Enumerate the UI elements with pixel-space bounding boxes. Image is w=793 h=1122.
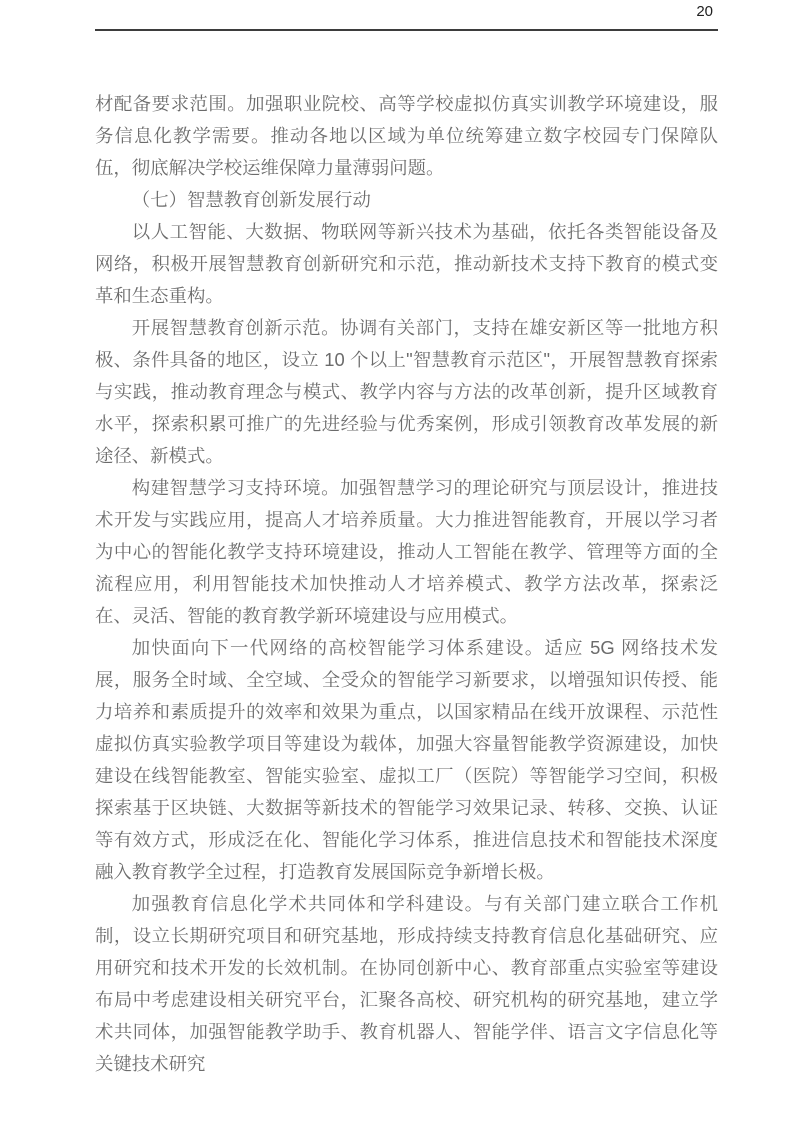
paragraph: 材配备要求范围。加强职业院校、高等学校虚拟仿真实训教学环境建设，服务信息化教学需要。推动各地以区域为单位统筹建立数字校园专门保障队伍，彻底解决学校运维保障力量薄弱问题。 (95, 93, 718, 178)
body-text (95, 88, 718, 1080)
paragraph: 构建智慧学习支持环境。加强智慧学习的理论研究与顶层设计，推进技术开发与实践应用，提高人才培养质量。大力推进智能教育，开展以学习者为中心的智能化教学支持环境建设，推动人工智能在教学、管理等方面的全流程应用，利用智能技术加快推动人才培养模式、教学方法改革，探索泛在、灵活、智能的教育教学新环境建设与应用模式。 (95, 477, 718, 626)
paragraph: 以人工智能、大数据、物联网等新兴技术为基础，依托各类智能设备及网络，积极开展智慧教育创新研究和示范，推动新技术支持下教育的模式变革和生态重构。 (95, 221, 718, 306)
paragraph: 加快面向下一代网络的高校智能学习体系建设。适应 5G 网络技术发展，服务全时域、全空域、全受众的智能学习新要求，以增强知识传授、能力培养和素质提升的效率和效果为重点，以国家精品在线开放课程、示范性虚拟仿真实验教学项目等建设为载体，加强大容量智能教学资源建设，加快建设在线智能教室、智能实验室、虚拟工厂（医院）等智能学习空间，积极探索基于区块链、大数据等新技术的智能学习效果记录、转移、交换、认证等有效方式，形成泛在化、智能化学习体系，推进信息技术和智能技术深度融入教育教学全过程，打造教育发展国际竞争新增长极。 (95, 637, 718, 882)
header-rule (95, 29, 718, 31)
page-number: 20 (696, 3, 713, 20)
paragraph: 加强教育信息化学术共同体和学科建设。与有关部门建立联合工作机制，设立长期研究项目和研究基地，形成持续支持教育信息化基础研究、应用研究和技术开发的长效机制。在协同创新中心、教育部重点实验室等建设布局中考虑建设相关研究平台，汇聚各高校、研究机构的研究基地，建立学术共同体，加强智能教学助手、教育机器人、智能学伴、语言文字信息化等关键技术研究 (95, 893, 718, 1074)
paragraph: 开展智慧教育创新示范。协调有关部门，支持在雄安新区等一批地方积极、条件具备的地区，设立 10 个以上"智慧教育示范区"，开展智慧教育探索与实践，推动教育理念与模式、教学内容与方法的改革创新，提升区域教育水平，探索积累可推广的先进经验与优秀案例，形成引领教育改革发展的新途径、新模式。 (95, 317, 718, 466)
paragraph: （七）智慧教育创新发展行动 (131, 189, 371, 210)
